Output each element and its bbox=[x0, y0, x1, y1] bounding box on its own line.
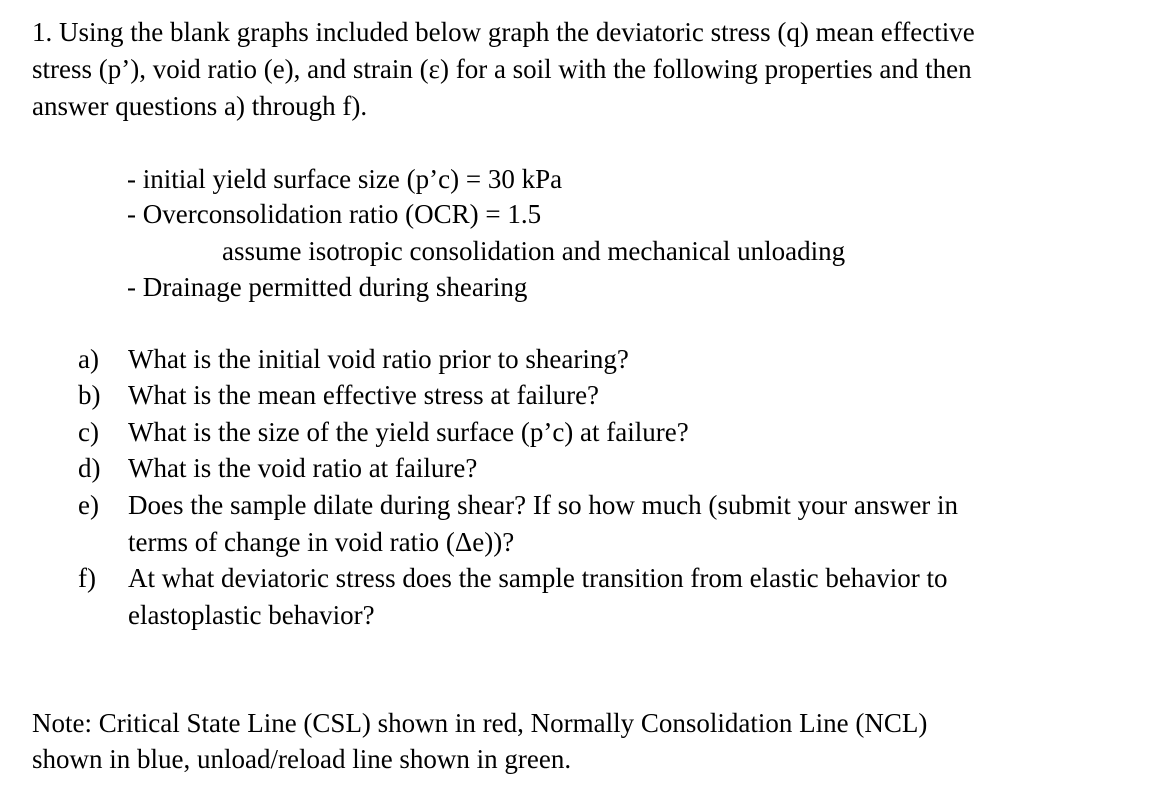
intro-line-2: stress (p’), void ratio (e), and strain (ε) for a soil with the following properties and then bbox=[32, 54, 972, 84]
property-assumption: assume isotropic consolidation and mechanical unloading bbox=[222, 236, 846, 266]
question-b-text: What is the mean effective stress at failure? bbox=[128, 380, 600, 410]
question-c-letter: c) bbox=[78, 417, 99, 447]
question-f-text: At what deviatoric stress does the sample transition from elastic behavior to bbox=[128, 563, 948, 593]
question-f-letter: f) bbox=[78, 563, 96, 593]
question-d-letter: d) bbox=[78, 453, 101, 483]
question-a-letter: a) bbox=[78, 344, 99, 374]
note-line-1: Note: Critical State Line (CSL) shown in red, Normally Consolidation Line (NCL) bbox=[32, 708, 928, 738]
question-c-text: What is the size of the yield surface (p’c) at failure? bbox=[128, 417, 689, 447]
intro-line-1: 1. Using the blank graphs included below graph the deviatoric stress (q) mean effective bbox=[32, 17, 975, 47]
intro-line-3: answer questions a) through f). bbox=[32, 91, 368, 121]
property-ocr: - Overconsolidation ratio (OCR) = 1.5 bbox=[127, 199, 542, 229]
question-a-text: What is the initial void ratio prior to shearing? bbox=[128, 344, 629, 374]
question-e-text-continued: terms of change in void ratio (Δe))? bbox=[128, 527, 515, 557]
question-b-letter: b) bbox=[78, 380, 101, 410]
note-line-2: shown in blue, unload/reload line shown in green. bbox=[32, 744, 572, 774]
property-drainage: - Drainage permitted during shearing bbox=[127, 272, 528, 302]
property-yield-surface: - initial yield surface size (p’c) = 30 kPa bbox=[127, 164, 563, 194]
question-e-text: Does the sample dilate during shear? If so how much (submit your answer in bbox=[128, 490, 959, 520]
question-d-text: What is the void ratio at failure? bbox=[128, 453, 478, 483]
question-f-text-continued: elastoplastic behavior? bbox=[128, 600, 375, 630]
question-e-letter: e) bbox=[78, 490, 99, 520]
